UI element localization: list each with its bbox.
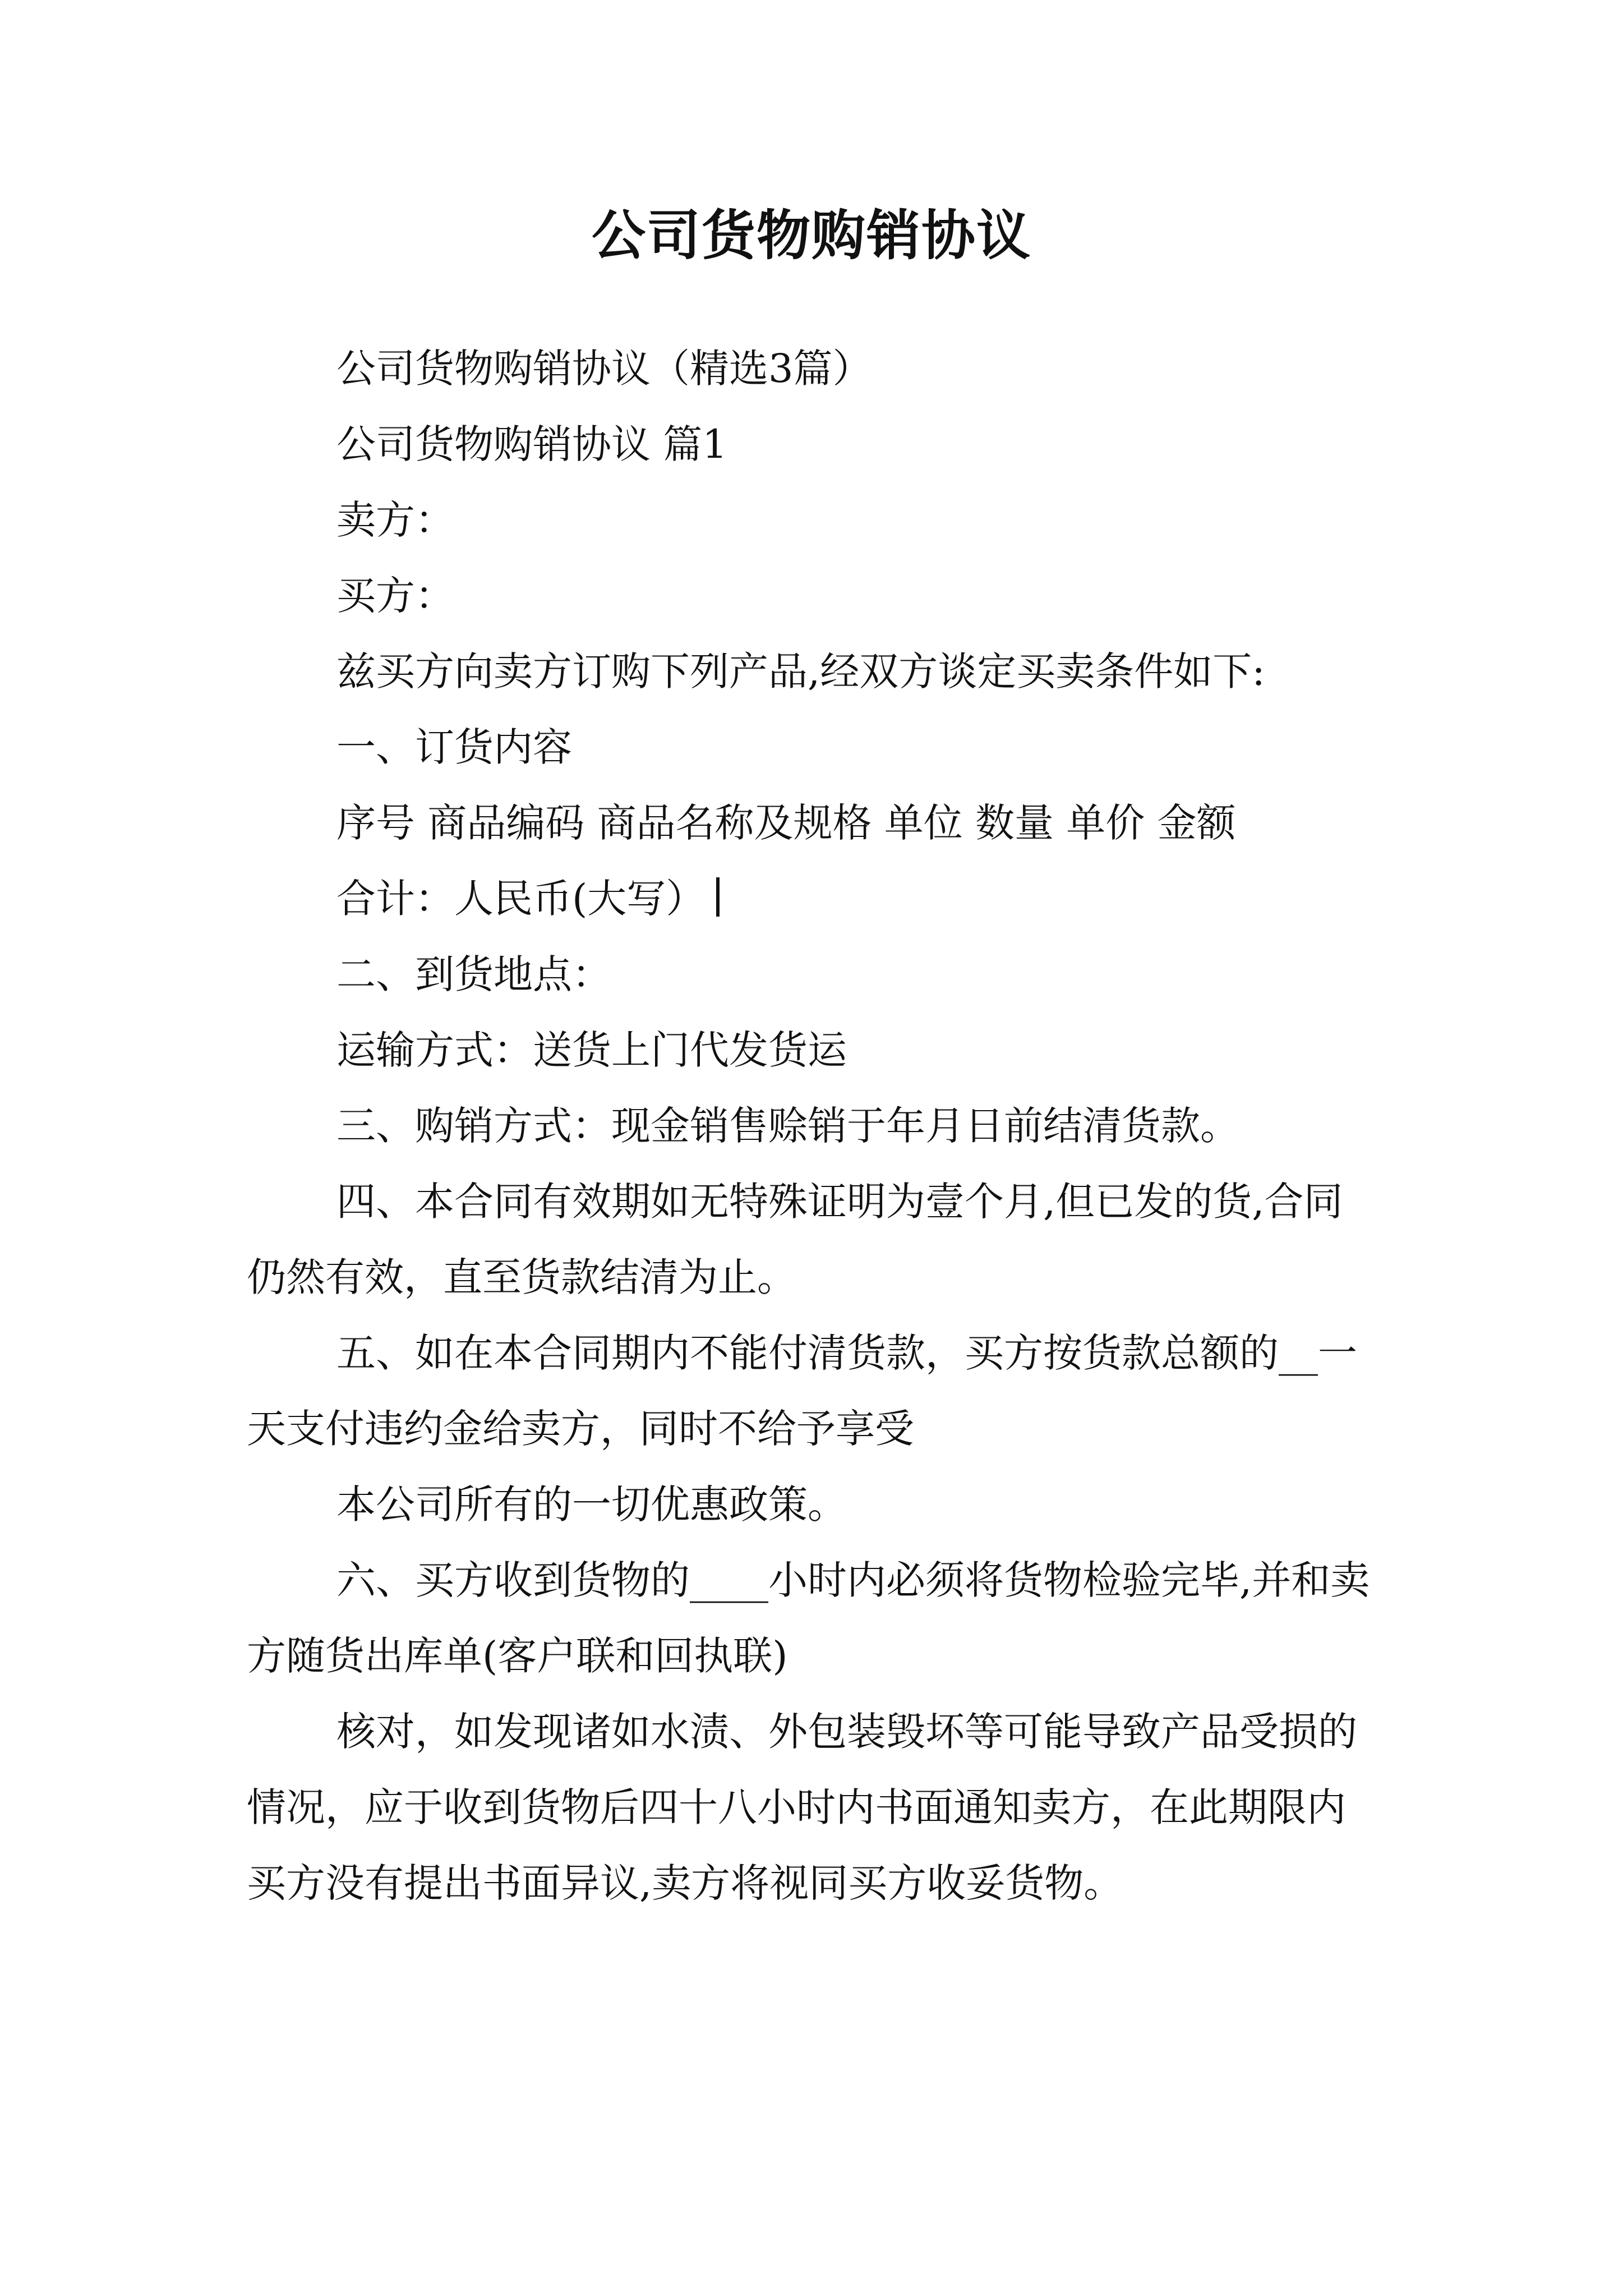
paragraph-buyer: 买方： <box>336 573 454 619</box>
paragraph-total <box>247 861 1380 937</box>
paragraph-subtitle: 公司货物购销协议（精选3篇） <box>336 346 872 392</box>
text-cursor <box>716 877 720 917</box>
paragraph-transport: 运输方式：送货上门代发货运 <box>336 1027 847 1073</box>
paragraph-verification: 核对，如发现诸如水渍、外包装毁坏等可能导致产品受损的情况，应于收到货物后四十八小时内书面通知卖方，在此期限内买方没有提出书面异议,卖方将视同买方收妥货物。 <box>247 1709 1357 1906</box>
paragraph-validity: 四、本合同有效期如无特殊证明为壹个月,但已发的货,合同仍然有效，直至货款结清为止。 <box>247 1179 1343 1300</box>
paragraph-intro: 兹买方向卖方订购下列产品,经双方谈定买卖条件如下: <box>336 648 1265 694</box>
paragraph-seller: 卖方： <box>336 497 454 543</box>
total-label: 合计：人民币(大写） <box>336 876 706 922</box>
document-title: 公司货物购销协议 <box>592 204 1031 267</box>
document-body <box>247 331 1380 1921</box>
paragraph-discount-policy: 本公司所有的一切优惠政策。 <box>336 1481 847 1527</box>
paragraph-penalty: 五、如在本合同期内不能付清货款，买方按货款总额的__一天支付违约金给卖方，同时不给予享受 <box>247 1330 1357 1452</box>
paragraph-delivery-location: 二、到货地点： <box>336 951 611 997</box>
paragraph-section-heading: 公司货物购销协议 篇1 <box>336 421 727 467</box>
paragraph-table-header: 序号 商品编码 商品名称及规格 单位 数量 单价 金额 <box>336 800 1236 846</box>
paragraph-sales-method: 三、购销方式：现金销售赊销于年月日前结清货款。 <box>336 1103 1239 1149</box>
paragraph-order-content: 一、订货内容 <box>336 724 572 770</box>
paragraph-inspection: 六、买方收到货物的____小时内必须将货物检验完毕,并和卖方随货出库单(客户联和回执联) <box>247 1557 1370 1679</box>
